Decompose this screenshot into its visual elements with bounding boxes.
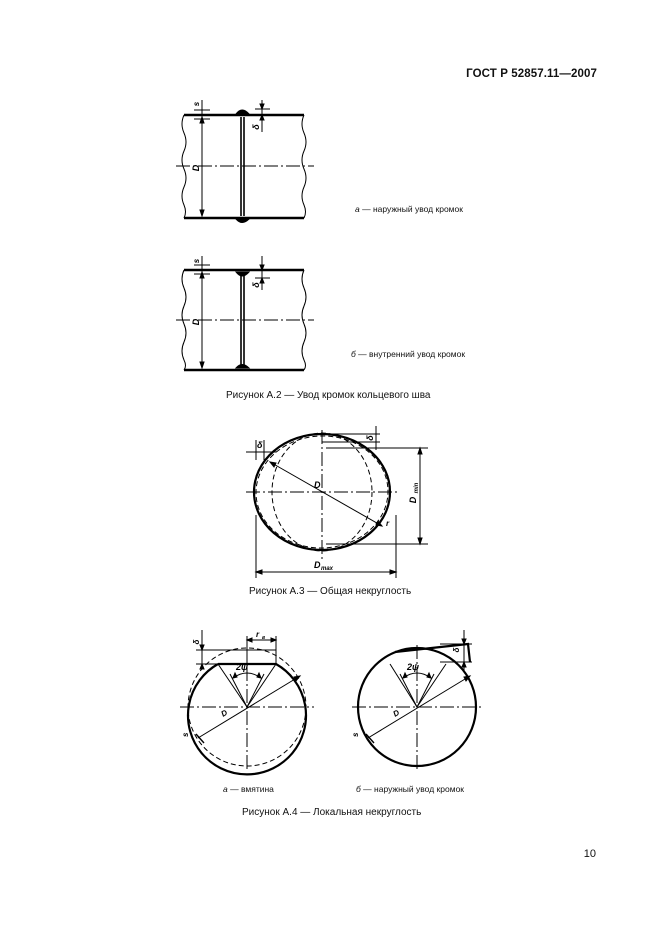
a4b-label-s: s [351,732,360,737]
a3-label-dmin: D [408,496,418,504]
a2a-label-D: D [191,164,201,172]
a2b-label-delta: δ [251,282,261,288]
a4b-label-2psi: 2ψ [407,662,419,672]
figure-a4b-drawing [352,630,484,772]
figure-a2a-drawing [176,100,314,223]
a4b-label-delta: δ [452,647,461,653]
a4b-label-D: D [391,708,402,719]
a2a-letter: а [355,204,360,214]
a4a-label-2psi: 2ψ [236,662,248,672]
document-header: ГОСТ Р 52857.11—2007 [466,68,597,80]
a2a-label-s: s [192,101,201,107]
a3-label-dmax-sub: max [321,566,334,572]
a4a-label-r: r [256,630,260,639]
a3-label-delta-top: δ [365,435,375,441]
a2b-label-D: D [191,318,201,326]
figure-a2b-drawing [176,256,314,370]
a4a-label-delta: δ [192,639,201,645]
a4b-text: — наружный увод кромок [363,784,465,794]
figure-a2-caption: Рисунок А.2 — Увод кромок кольцевого шва [226,390,431,401]
a3-label-r: r [386,519,390,528]
a2b-subcaption [351,349,465,359]
a2b-letter: б [351,349,356,359]
a3-label-delta-left: δ [257,440,263,450]
a3-label-dmin-sub: min [414,482,420,494]
a2a-subcaption [355,204,463,214]
a4a-letter: а [223,784,228,794]
a4a-label-s: s [181,732,190,737]
a4a-subcaption [223,784,274,794]
figure-a4-caption: Рисунок А.4 — Локальная некруглость [242,807,422,818]
a2b-text: — внутренний увод кромок [358,349,466,359]
a4a-label-r-sub: в [262,635,266,641]
figure-a3-caption: Рисунок А.3 — Общая некруглость [249,586,412,597]
a2a-label-delta: δ [251,124,261,130]
figure-a4a-drawing [180,630,314,774]
figure-a3-drawing [246,426,428,578]
a4a-label-D: D [219,708,230,719]
a2b-label-s: s [192,258,201,264]
a4b-subcaption [356,784,464,794]
a3-label-dmax: D [314,560,321,570]
a3-label-D: D [314,480,321,490]
a4b-letter: б [356,784,361,794]
page-number: 10 [583,848,596,860]
a4a-text: — вмятина [230,784,274,794]
a2a-text: — наружный увод кромок [362,204,463,214]
